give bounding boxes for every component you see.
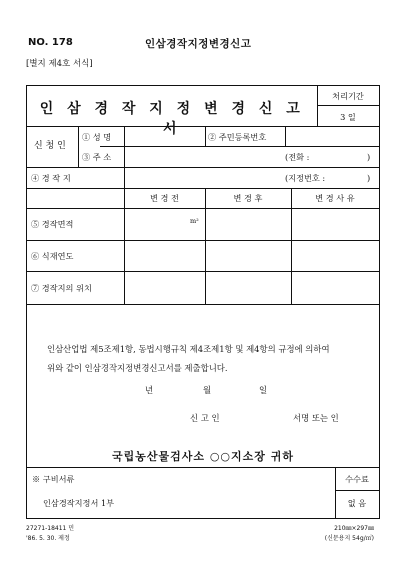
- processing-period-value: 3 일: [340, 112, 356, 122]
- footer-code: 27271-18411 민: [26, 525, 75, 532]
- statement-line-2: 위와 같이 인삼경작지정변경신고서를 제출합니다.: [47, 363, 228, 373]
- form-number: NO. 178: [28, 37, 73, 48]
- rule-area: [27, 240, 379, 241]
- resident-number-field[interactable]: [287, 130, 377, 144]
- footer-paper-size: 210㎜×297㎜: [334, 525, 374, 532]
- footer-paper-type: (신문용지 54g/㎡): [324, 535, 374, 542]
- addressee: 국립농산물검사소 ○○지소장 귀하: [112, 450, 294, 463]
- name-field[interactable]: [127, 130, 203, 144]
- col-header-after: 변 경 후: [233, 193, 263, 203]
- phone-label: (전화 :: [285, 152, 310, 162]
- reporter-label: 신 고 인: [190, 413, 220, 423]
- rule-addressee: [27, 467, 379, 468]
- rule-location: [27, 304, 379, 305]
- fee-label: 수수료: [345, 474, 369, 484]
- applicant-label: 신 청 인: [34, 141, 66, 151]
- rule-v-label: [124, 126, 125, 304]
- header-title: 인삼경작지정변경신고: [145, 38, 252, 50]
- signature-label: 서명 또는 인: [293, 413, 339, 423]
- report-form: [26, 85, 380, 519]
- annex-label: [별지 제4호 서식]: [26, 59, 93, 69]
- designation-label: (지정번호 :: [285, 173, 326, 183]
- rule-colheader: [27, 208, 379, 209]
- resident-number-label: ② 주민등록번호: [208, 132, 267, 142]
- planting-year-label: ⑥ 식재연도: [31, 251, 74, 261]
- processing-period-label: 처리기간: [332, 91, 364, 101]
- required-docs-label: ※ 구비서류: [32, 474, 75, 484]
- designation-close: ): [367, 173, 371, 183]
- location-label: ⑦ 경작지의 위치: [31, 283, 92, 293]
- required-docs-item: 인삼경작지정서 1부: [43, 498, 115, 508]
- rule-processing: [317, 105, 379, 106]
- farm-field[interactable]: [127, 171, 277, 185]
- address-field[interactable]: [127, 150, 277, 164]
- area-unit: m²: [190, 217, 199, 225]
- date-year-label: 년: [145, 385, 154, 395]
- fee-value: 없 음: [347, 498, 367, 508]
- footer-date: '86. 5. 30. 제정: [26, 535, 70, 542]
- date-month-label: 월: [203, 385, 212, 395]
- rule-v-after: [291, 188, 292, 304]
- address-label: ③ 주 소: [82, 152, 112, 162]
- farm-label: ④ 경 작 지: [31, 173, 71, 183]
- date-day-label: 일: [259, 385, 268, 395]
- phone-close: ): [367, 152, 371, 162]
- rule-fee: [335, 490, 379, 491]
- col-header-before: 변 경 전: [150, 193, 179, 203]
- area-label: ⑤ 경작면적: [31, 219, 74, 229]
- form-title: 인 삼 경 작 지 정 변 경 신 고 서: [39, 101, 305, 137]
- col-header-reason: 변 경 사 유: [315, 193, 355, 203]
- rule-farm: [27, 188, 379, 189]
- rule-v-before: [205, 188, 206, 304]
- name-label: ① 성 명: [82, 132, 112, 142]
- rule-name: [100, 146, 379, 147]
- rule-address: [27, 167, 379, 168]
- statement-line-1: 인삼산업법 제5조제1항, 동법시행규칙 제4조제1항 및 제4항의 규정에 의하여: [47, 344, 330, 354]
- rule-year: [27, 271, 379, 272]
